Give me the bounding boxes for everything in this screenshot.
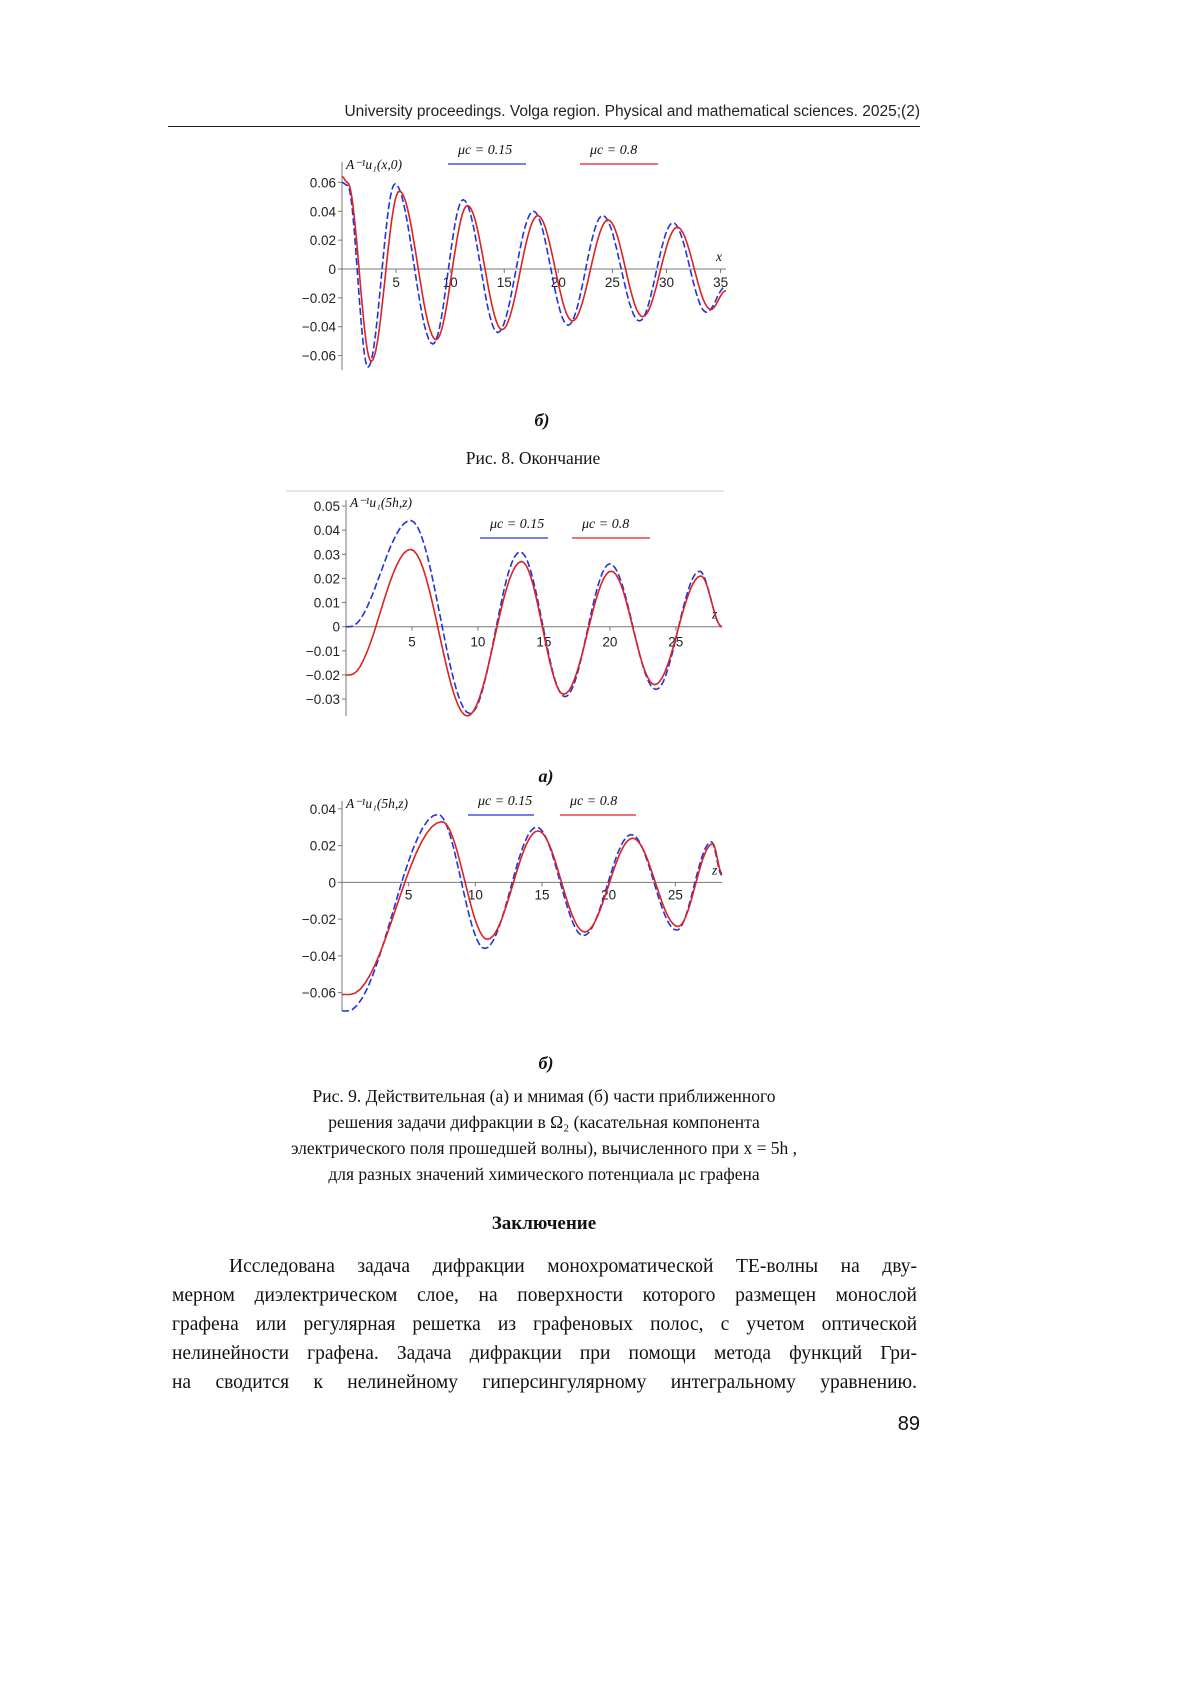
legend-label: μc = 0.15 bbox=[490, 517, 545, 532]
figure-9-caption-line: для разных значений химического потенциала μc графена bbox=[328, 1164, 760, 1184]
x-tick-label: 20 bbox=[602, 634, 618, 650]
x-tick-label: 5 bbox=[392, 275, 400, 290]
x-axis-label: z bbox=[712, 862, 718, 878]
y-axis-label: A⁻¹u₁(x,0) bbox=[346, 157, 402, 172]
y-tick-label: 0.02 bbox=[309, 838, 336, 854]
paragraph-line: мерном диэлектрическом слое, на поверхности которого размещен монослой bbox=[172, 1285, 917, 1306]
y-tick-label: −0.04 bbox=[301, 948, 336, 964]
figure-8b-plot bbox=[300, 143, 800, 408]
x-tick-label: 10 bbox=[442, 275, 458, 290]
y-tick-label: 0.02 bbox=[313, 571, 340, 587]
page-number: 89 bbox=[897, 1413, 920, 1435]
y-axis-label: A⁻¹u₁(5h,z) bbox=[346, 796, 408, 811]
series-line-mu-015 bbox=[342, 814, 722, 1011]
x-tick-label: 5 bbox=[408, 634, 416, 650]
y-axis-label: A⁻¹u₁(5h,z) bbox=[350, 495, 412, 510]
x-tick-label: 25 bbox=[668, 634, 684, 650]
legend-label: μc = 0.8 bbox=[582, 517, 630, 532]
header-rule bbox=[168, 126, 920, 127]
x-tick-label: 5 bbox=[404, 887, 413, 903]
figure-9-caption-line: решения задачи дифракции в Ω₂ (касательная компонента bbox=[328, 1112, 760, 1132]
section-title-conclusion: Заключение bbox=[491, 1213, 597, 1234]
legend-label: μc = 0.8 bbox=[570, 794, 618, 809]
y-tick-label: −0.01 bbox=[305, 643, 340, 659]
x-tick-label: 35 bbox=[713, 275, 729, 290]
x-tick-label: 15 bbox=[536, 634, 552, 650]
x-tick-label: 25 bbox=[604, 275, 620, 290]
figure-9b-plot bbox=[300, 793, 800, 1055]
x-tick-label: 20 bbox=[550, 275, 566, 290]
figure-9-caption bbox=[168, 1083, 920, 1187]
series-line-mu-015 bbox=[346, 521, 722, 714]
y-tick-label: 0.02 bbox=[309, 233, 336, 249]
figure-8-caption: Рис. 8. Окончание bbox=[465, 448, 601, 468]
legend-label: μc = 0.8 bbox=[590, 143, 638, 158]
y-tick-label: 0.05 bbox=[313, 499, 340, 514]
y-tick-label: 0.04 bbox=[309, 204, 336, 220]
y-tick-label: −0.02 bbox=[301, 912, 336, 928]
x-tick-label: 10 bbox=[467, 887, 483, 903]
y-tick-label: −0.03 bbox=[305, 692, 340, 708]
paragraph-line: на сводится к нелинейному гиперсингулярному интегральному уравнению. bbox=[172, 1372, 917, 1393]
y-tick-label: −0.04 bbox=[301, 319, 336, 335]
x-tick-label: 15 bbox=[534, 887, 550, 903]
y-tick-label: 0 bbox=[332, 619, 340, 635]
y-tick-label: −0.06 bbox=[301, 348, 336, 364]
figure-9a-subcaption: а) bbox=[538, 766, 554, 786]
figure-8b-subcaption: б) bbox=[534, 410, 550, 430]
y-tick-label: 0.04 bbox=[309, 801, 336, 817]
series-line-mu-08 bbox=[342, 822, 722, 995]
figure-9-caption-line: Рис. 9. Действительная (а) и мнимая (б) части приближенного bbox=[312, 1086, 776, 1106]
x-tick-label: 10 bbox=[470, 634, 486, 650]
paragraph-line: графена или регулярная решетка из графеновых полос, с учетом оптической bbox=[172, 1314, 917, 1335]
y-tick-label: 0.06 bbox=[309, 175, 336, 191]
conclusion-paragraph bbox=[172, 1252, 917, 1397]
x-tick-label: 15 bbox=[496, 275, 512, 290]
y-tick-label: 0 bbox=[328, 875, 336, 891]
figure-9-caption-line: электрического поля прошедшей волны), вычисленного при x = 5h , bbox=[290, 1138, 798, 1158]
x-axis-label: x bbox=[716, 249, 722, 264]
y-tick-label: −0.02 bbox=[305, 667, 340, 683]
y-tick-label: −0.06 bbox=[301, 985, 336, 1001]
y-tick-label: 0.04 bbox=[313, 523, 340, 539]
paragraph-line: Исследована задача дифракции монохроматической ТЕ-волны на дву- bbox=[229, 1256, 917, 1277]
paragraph-line: нелинейности графена. Задача дифракции при помощи метода функций Гри- bbox=[172, 1343, 917, 1364]
figure-9a-plot bbox=[300, 488, 800, 753]
figure-9b-subcaption: б) bbox=[538, 1053, 554, 1073]
y-tick-label: −0.02 bbox=[301, 290, 336, 306]
y-tick-label: 0.03 bbox=[313, 547, 340, 563]
x-axis-label: z bbox=[712, 606, 718, 622]
legend-label: μc = 0.15 bbox=[478, 794, 533, 809]
x-tick-label: 30 bbox=[658, 275, 675, 290]
x-tick-label: 25 bbox=[667, 887, 683, 903]
legend-label: μc = 0.15 bbox=[458, 143, 513, 158]
running-header: University proceedings. Volga region. Physical and mathematical sciences. 2025;(2) bbox=[344, 103, 920, 120]
y-tick-label: 0 bbox=[328, 262, 336, 277]
y-tick-label: 0.01 bbox=[313, 595, 340, 611]
series-line-mu-08 bbox=[346, 549, 722, 716]
x-tick-label: 20 bbox=[601, 887, 617, 903]
